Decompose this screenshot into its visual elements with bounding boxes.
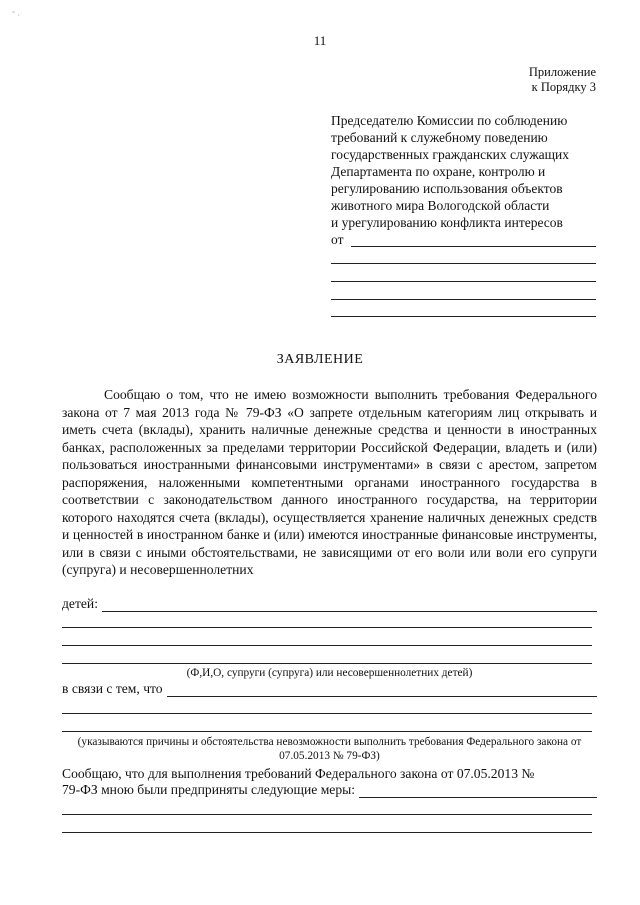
reason-row (62, 681, 597, 697)
addressee-line: Департамента по охране, контролю и (331, 164, 546, 179)
statement-paragraph: Сообщаю о том, что не имею возможности выполнить требования Федерального закона от 7 мая 2013 года № 79-ФЗ «О запрете отдельным категориям лиц открывать и иметь счета (вклады), хранить наличные денежные средства и ценности в иностранных банках, расположенных за пределами территории Российской Федерации, владеть и (или) пользоваться иностранными финансовыми инструментами» в связи с арестом, запретом распоряжения, наложенными компетентными органами иностранного государства в соответствии с законодательством данного иностранного государства, на территории которого находятся счета (вклады), осуществляется хранение наличных денежных средств и ценностей в иностранном банке и (или) имеются иностранные финансовые инструменты, или в связи с иными обстоятельствами, не зависящими от его воли или воли его супруги (супруга) и несовершеннолетних (62, 387, 597, 577)
page-number: 11 (313, 33, 327, 48)
fio-caption: (Ф,И,О, супруги (супруга) или несовершеннолетних детей) (186, 667, 473, 679)
from-blank-line[interactable] (331, 263, 596, 264)
measures-blank-line[interactable] (62, 814, 592, 815)
from-blank-line[interactable] (331, 299, 596, 300)
from-blank-line[interactable] (331, 316, 596, 317)
measures-label: 79-ФЗ мною были предприняты следующие меры: (62, 782, 356, 797)
appendix-line-2: к Порядку 3 (531, 80, 596, 94)
children-blank-line[interactable] (62, 627, 592, 628)
document-title: ЗАЯВЛЕНИЕ (276, 352, 364, 367)
addressee-line: регулированию использования объектов (331, 181, 563, 196)
children-field[interactable] (102, 597, 597, 612)
from-blank-line[interactable] (331, 281, 596, 282)
children-blank-line[interactable] (62, 663, 592, 664)
addressee-line: животного мира Вологодской области (331, 198, 550, 213)
addressee-line: требований к служебному поведению (331, 130, 548, 145)
addressee-block (331, 112, 601, 249)
measures-row (62, 782, 597, 798)
reason-blank-line[interactable] (62, 731, 592, 732)
children-row (62, 596, 597, 612)
reason-label: в связи с тем, что (62, 681, 163, 696)
reason-blank-line[interactable] (62, 713, 592, 714)
addressee-line: Председателю Комиссии по соблюдению (331, 113, 568, 128)
from-label: от (331, 232, 344, 247)
appendix-header (529, 65, 596, 95)
reason-field[interactable] (167, 682, 597, 697)
measures-line: Сообщаю, что для выполнения требований Федерального закона от 07.05.2013 № (62, 766, 535, 781)
from-name-field[interactable] (351, 246, 596, 247)
children-blank-line[interactable] (62, 645, 592, 646)
addressee-line: и урегулированию конфликта интересов (331, 215, 563, 230)
reasons-caption: (указываются причины и обстоятельства невозможности выполнить требования Федерального закона от 07.05.2013 № 79-ФЗ) (77, 736, 582, 762)
appendix-line-1: Приложение (528, 65, 596, 79)
measures-blank-line[interactable] (62, 832, 592, 833)
measures-field[interactable] (359, 783, 597, 798)
children-label: детей: (62, 596, 98, 611)
scan-mark: ˜ · (12, 10, 21, 20)
addressee-line: государственных гражданских служащих (331, 147, 570, 162)
